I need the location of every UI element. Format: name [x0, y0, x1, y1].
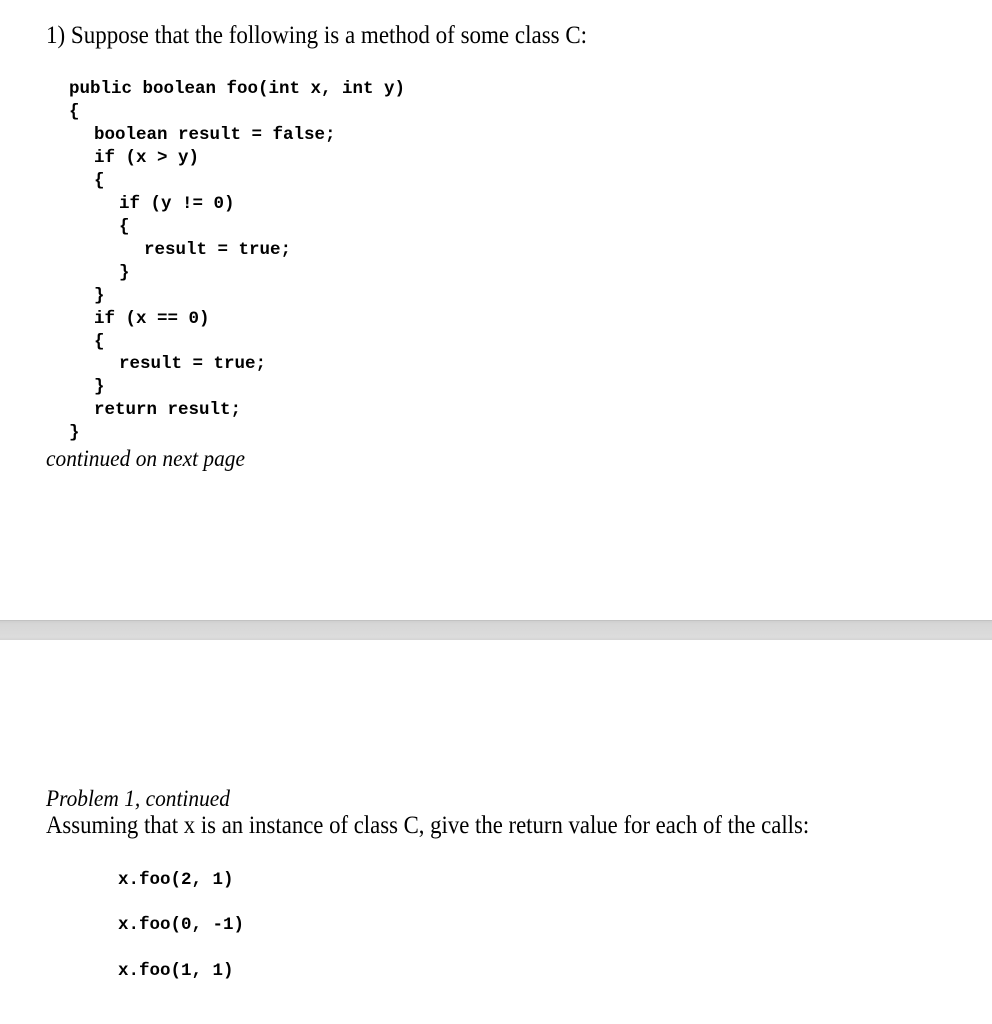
code-line-assign-true: result = true; — [144, 240, 292, 260]
code-line-close-brace: } — [119, 263, 130, 283]
instruction-text: Assuming that x is an instance of class C, give the return value for each of the calls: — [46, 812, 810, 839]
code-line-close-brace: } — [94, 377, 105, 397]
code-line-open-brace: { — [94, 171, 105, 191]
code-line-open-brace: { — [69, 102, 80, 122]
method-call: x.foo(1, 1) — [118, 961, 234, 981]
page-2 — [0, 640, 992, 1024]
question-text: 1) Suppose that the following is a method of some class C: — [46, 22, 588, 49]
code-line-if-y-ne-0: if (y != 0) — [119, 194, 235, 214]
code-line-declare-result: boolean result = false; — [94, 125, 336, 145]
code-line-open-brace: { — [94, 332, 105, 352]
method-call: x.foo(0, -1) — [118, 915, 245, 935]
code-line-if-x-eq-0: if (x == 0) — [94, 309, 210, 329]
problem-heading: Problem 1, continued — [46, 786, 230, 811]
code-line-open-brace: { — [119, 217, 130, 237]
code-line-return: return result; — [94, 400, 242, 420]
code-line-signature: public boolean foo(int x, int y) — [69, 79, 406, 99]
code-line-assign-true: result = true; — [119, 354, 267, 374]
continued-note: continued on next page — [46, 446, 245, 471]
code-line-close-brace: } — [69, 423, 80, 443]
code-line-close-brace: } — [94, 286, 105, 306]
page-break — [0, 620, 992, 640]
method-call: x.foo(2, 1) — [118, 870, 234, 890]
code-line-if-x-gt-y: if (x > y) — [94, 148, 200, 168]
